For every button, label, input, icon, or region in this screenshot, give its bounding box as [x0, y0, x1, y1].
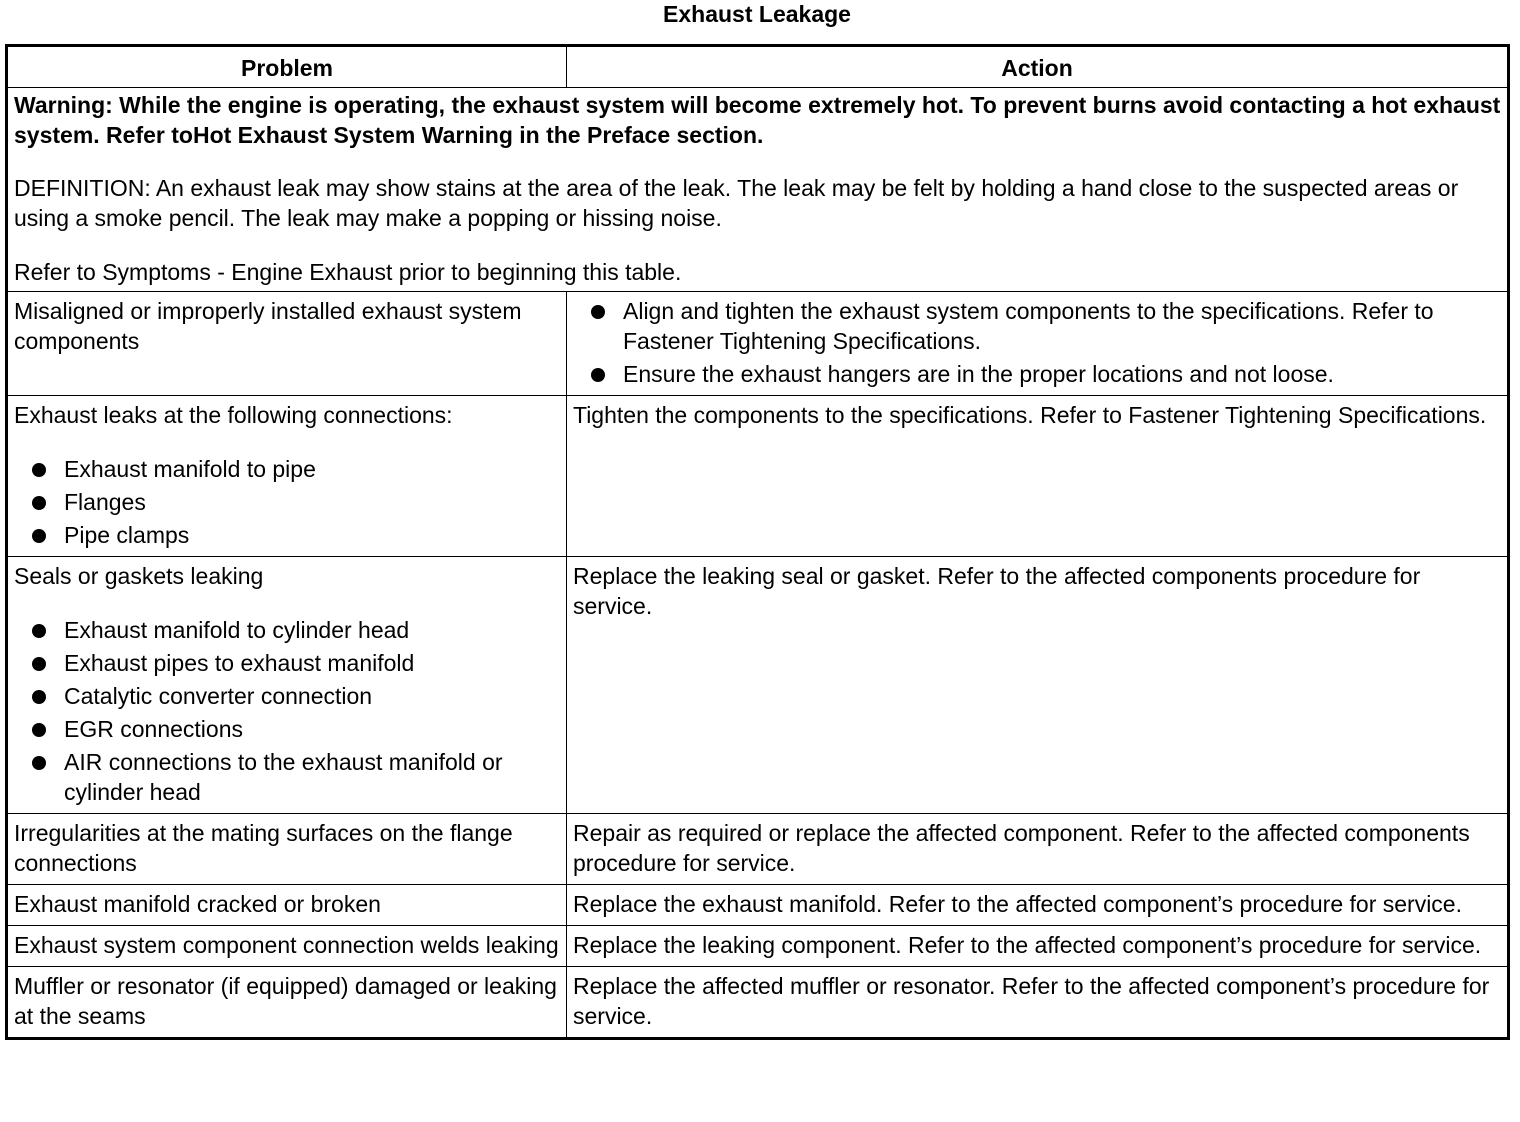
problem-bullet-text: EGR connections: [64, 716, 243, 742]
table-row: [7, 557, 1509, 814]
problem-cell: [7, 292, 567, 396]
problem-text: Exhaust system component connection welds leaking: [14, 932, 559, 958]
problem-bullet-text: Pipe clamps: [64, 522, 190, 548]
problem-cell: [7, 967, 567, 1039]
bullet-icon: [591, 305, 605, 319]
refer-text: Refer to Symptoms - Engine Exhaust prior to beginning this table.: [14, 259, 682, 285]
problem-text: Seals or gaskets leaking: [14, 563, 264, 589]
list-item: [14, 520, 560, 550]
problem-bullet-text: Flanges: [64, 489, 146, 515]
list-item: [14, 714, 560, 744]
action-text: Replace the leaking component. Refer to the affected component’s procedure for service.: [573, 932, 1482, 958]
list-item: [14, 615, 560, 645]
list-item: [573, 359, 1501, 389]
action-cell: [567, 814, 1509, 885]
action-cell: [567, 292, 1509, 396]
troubleshooting-table: [5, 44, 1510, 1040]
problem-bullet-list: [14, 615, 560, 807]
bullet-icon: [32, 723, 46, 737]
table-row: [7, 885, 1509, 926]
list-item: [14, 487, 560, 517]
problem-text: Irregularities at the mating surfaces on the flange connections: [14, 820, 513, 876]
list-item: [14, 681, 560, 711]
action-cell: [567, 396, 1509, 557]
problem-cell: [7, 396, 567, 557]
page-title: Exhaust Leakage: [663, 1, 851, 27]
action-cell: [567, 967, 1509, 1039]
problem-bullet-text: Catalytic converter connection: [64, 683, 373, 709]
action-column-header: Action: [567, 46, 1509, 88]
bullet-icon: [32, 657, 46, 671]
table-row: [7, 926, 1509, 967]
list-item: [14, 648, 560, 678]
definition-text: DEFINITION: An exhaust leak may show stains at the area of the leak. The leak may be felt by holding a hand close to the suspected areas or using a smoke pencil. The leak may make a popping or hissing noise.: [14, 175, 1459, 231]
problem-bullet-list: [14, 454, 560, 550]
bullet-icon: [32, 756, 46, 770]
problem-text: Exhaust manifold cracked or broken: [14, 891, 381, 917]
action-bullet-list: [573, 296, 1501, 389]
bullet-icon: [32, 690, 46, 704]
intro-row: [7, 88, 1509, 292]
action-text: Replace the leaking seal or gasket. Refer to the affected components procedure for service.: [573, 563, 1421, 619]
action-cell: [567, 885, 1509, 926]
bullet-icon: [32, 624, 46, 638]
bullet-icon: [32, 496, 46, 510]
problem-bullet-text: Exhaust pipes to exhaust manifold: [64, 650, 415, 676]
problem-bullet-text: Exhaust manifold to pipe: [64, 456, 316, 482]
action-cell: [567, 926, 1509, 967]
table-header-row: [7, 46, 1509, 88]
list-item: [14, 454, 560, 484]
problem-cell: [7, 885, 567, 926]
table-row: [7, 292, 1509, 396]
problem-text: Muffler or resonator (if equipped) damaged or leaking at the seams: [14, 973, 557, 1029]
table-row: [7, 814, 1509, 885]
bullet-icon: [591, 368, 605, 382]
action-text: Replace the exhaust manifold. Refer to the affected component’s procedure for service.: [573, 891, 1462, 917]
bullet-icon: [32, 529, 46, 543]
action-bullet-text: Align and tighten the exhaust system components to the specifications. Refer to Fastener Tightening Specifications.: [623, 298, 1434, 354]
warning-text: Warning: While the engine is operating, the exhaust system will become extremely hot. To prevent burns avoid contacting a hot exhaust system. Refer toHot Exhaust System Warning in the Preface section.: [14, 92, 1501, 148]
action-bullet-text: Ensure the exhaust hangers are in the proper locations and not loose.: [623, 361, 1334, 387]
table-row: [7, 396, 1509, 557]
action-cell: [567, 557, 1509, 814]
problem-text: Exhaust leaks at the following connections:: [14, 402, 453, 428]
problem-bullet-text: AIR connections to the exhaust manifold or cylinder head: [64, 749, 503, 805]
table-row: [7, 967, 1509, 1039]
problem-cell: [7, 814, 567, 885]
bullet-icon: [32, 463, 46, 477]
problem-cell: [7, 926, 567, 967]
problem-bullet-text: Exhaust manifold to cylinder head: [64, 617, 410, 643]
action-text: Tighten the components to the specifications. Refer to Fastener Tightening Specifications.: [573, 402, 1487, 428]
problem-column-header: Problem: [7, 46, 567, 88]
list-item: [573, 296, 1501, 356]
problem-cell: [7, 557, 567, 814]
intro-cell: [7, 88, 1509, 292]
problem-text: Misaligned or improperly installed exhaust system components: [14, 298, 522, 354]
action-text: Repair as required or replace the affected component. Refer to the affected components procedure for service.: [573, 820, 1470, 876]
action-text: Replace the affected muffler or resonator. Refer to the affected component’s procedure for service.: [573, 973, 1490, 1029]
list-item: [14, 747, 560, 807]
